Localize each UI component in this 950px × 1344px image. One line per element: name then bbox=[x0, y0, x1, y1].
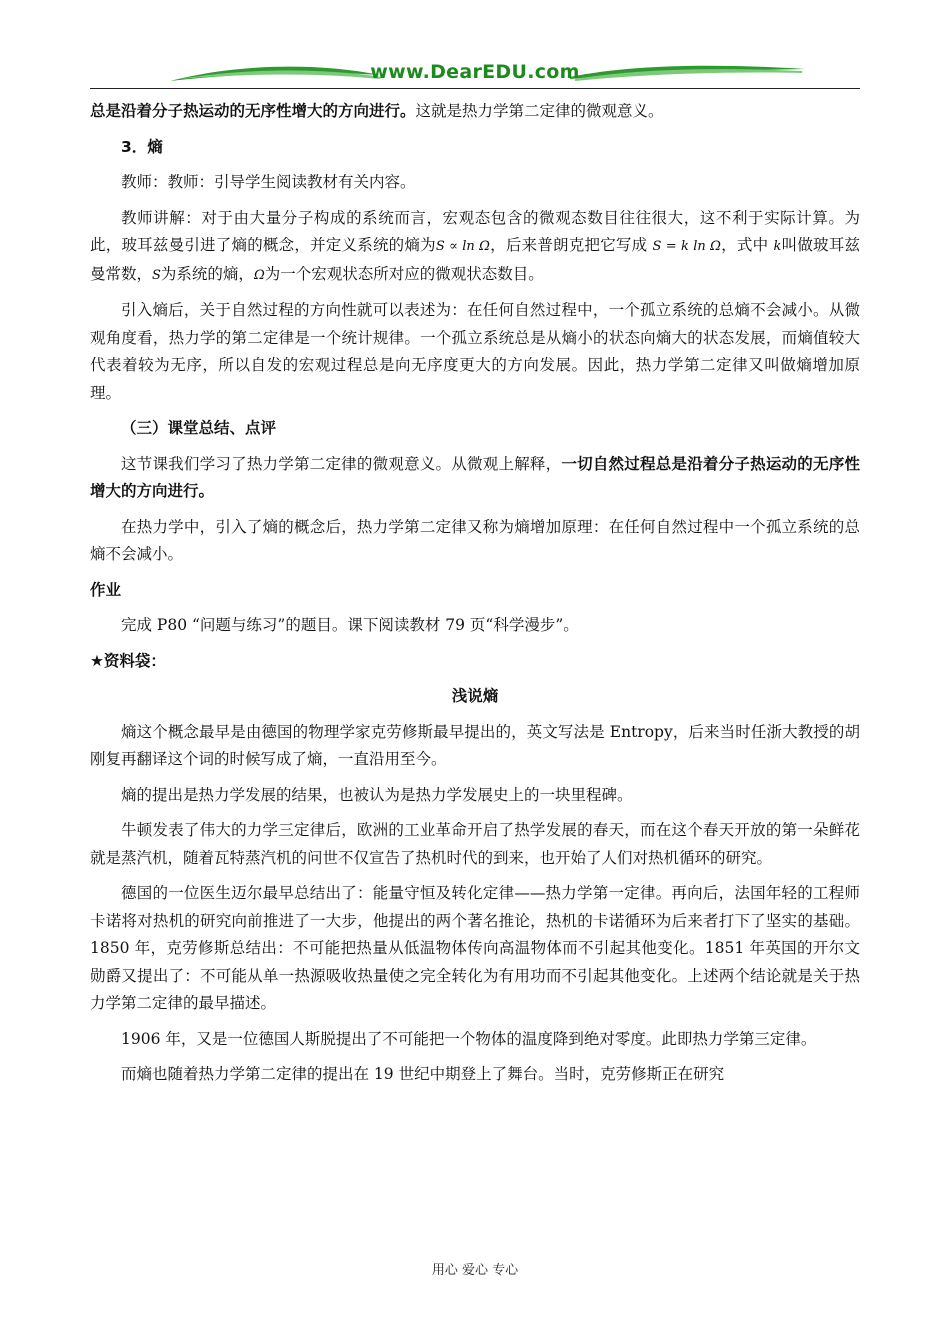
paragraph-homework: 完成 P80 “问题与练习”的题目。课下阅读教材 79 页“科学漫步”。 bbox=[121, 616, 579, 634]
header-rule bbox=[90, 88, 860, 89]
paragraph-text: 这节课我们学习了热力学第二定律的微观意义。从微观上解释， bbox=[121, 454, 562, 473]
formula-s-prop-ln-omega: S ∝ ln Ω bbox=[435, 239, 490, 254]
symbol-omega: Ω bbox=[253, 267, 265, 283]
paragraph-continuation bbox=[90, 98, 860, 126]
article-title: 浅说熵 bbox=[451, 687, 499, 705]
article-paragraph: 牛顿发表了伟大的力学三定律后，欧洲的工业革命开启了热学发展的春天，而在这个春天开放的第一朵鲜花就是蒸汽机，随着瓦特蒸汽机的问世不仅宣告了热机时代的到来，也开始了人们对热机循环的研究。 bbox=[90, 821, 860, 867]
paragraph-text: 为系统的熵， bbox=[160, 264, 254, 283]
symbol-s: S bbox=[152, 267, 161, 283]
heading-entropy: 3．熵 bbox=[121, 137, 163, 156]
article-paragraph: 熵的提出是热力学发展的结果，也被认为是热力学发展史上的一块里程碑。 bbox=[121, 785, 633, 804]
paragraph-teacher-explain bbox=[90, 205, 860, 290]
article-paragraph: 熵这个概念最早是由德国的物理学家克劳修斯最早提出的，英文写法是 Entropy，后来当时任浙大教授的胡刚复再翻译这个词的时候写成了熵，一直沿用至今。 bbox=[90, 722, 860, 768]
paragraph-text: 这就是热力学第二定律的微观意义。 bbox=[415, 102, 664, 120]
header-site-name[interactable]: www.DearEDU.com bbox=[370, 61, 580, 83]
symbol-k: k bbox=[773, 239, 782, 254]
paragraph-text: 为一个宏观状态所对应的微观状态数目。 bbox=[264, 264, 544, 283]
article-paragraph: 德国的一位医生迈尔最早总结出了：能量守恒及转化定律——热力学第一定律。再向后，法国年轻的工程师卡诺将对热机的研究向前推进了一大步，他提出的两个著名推论，热机的卡诺循环为后来者打下了坚实的基础。1850 年，克劳修斯总结出：不可能把热量从低温物体传向高温物体而不引起其他变化。1851 年英国的开尔文勋爵又提出了：不可能从单一热源吸收热量使之完全转化为有用功而不引起其他变化。上述两个结论就是关于热力学第二定律的最早描述。 bbox=[90, 884, 860, 1012]
article-paragraph: 而熵也随着热力学第二定律的提出在 19 世纪中期登上了舞台。当时，克劳修斯正在研究 bbox=[121, 1065, 725, 1083]
paragraph-text: ，后来普朗克把它写成 bbox=[489, 236, 648, 254]
heading-resource-bag: ★资料袋： bbox=[90, 651, 166, 670]
paragraph-intro-entropy: 引入熵后，关于自然过程的方向性就可以表述为：在任何自然过程中，一个孤立系统的总熵不会减小。从微观角度看，热力学的第二定律是一个统计规律。一个孤立系统总是从熵小的状态向熵大的状态发展，而熵值较大代表着较为无序，所以自发的宏观过程总是向无序度更大的方向发展。因此，热力学第二定律又叫做熵增加原理。 bbox=[90, 301, 860, 402]
heading-homework: 作业 bbox=[90, 580, 122, 599]
heading-summary: （三）课堂总结、点评 bbox=[121, 419, 277, 437]
paragraph-teacher: 教师：教师：引导学生阅读教材有关内容。 bbox=[121, 173, 416, 191]
paragraph-text: 教师讲解：对于由大量分子构成的系统而言，宏观态包含的微观态数目往往很大，这不利于实际计算。为此，玻耳兹曼引进了熵的概念，并定义系统的熵为 bbox=[90, 208, 860, 254]
page-header bbox=[90, 55, 860, 95]
paragraph-text: 叫做玻耳兹曼常数， bbox=[90, 236, 860, 283]
bold-text: 一切自然过程总是沿着分子热运动的无序性增大的方向进行。 bbox=[90, 454, 860, 500]
page-footer: 用心 爱心 专心 bbox=[431, 1263, 519, 1278]
paragraph-summary-2: 在热力学中，引入了熵的概念后，热力学第二定律又称为熵增加原理：在任何自然过程中一个孤立系统的总熵不会减小。 bbox=[90, 517, 860, 563]
document-body bbox=[90, 98, 860, 1097]
paragraph-text: ，式中 bbox=[720, 236, 769, 254]
bold-text: 总是沿着分子热运动的无序性增大的方向进行。 bbox=[90, 102, 416, 120]
formula-s-eq-k-ln-omega: S = k ln Ω bbox=[652, 239, 721, 254]
paragraph-summary bbox=[90, 451, 860, 506]
article-paragraph: 1906 年，又是一位德国人斯脱提出了不可能把一个物体的温度降到绝对零度。此即热力学第三定律。 bbox=[121, 1029, 817, 1048]
